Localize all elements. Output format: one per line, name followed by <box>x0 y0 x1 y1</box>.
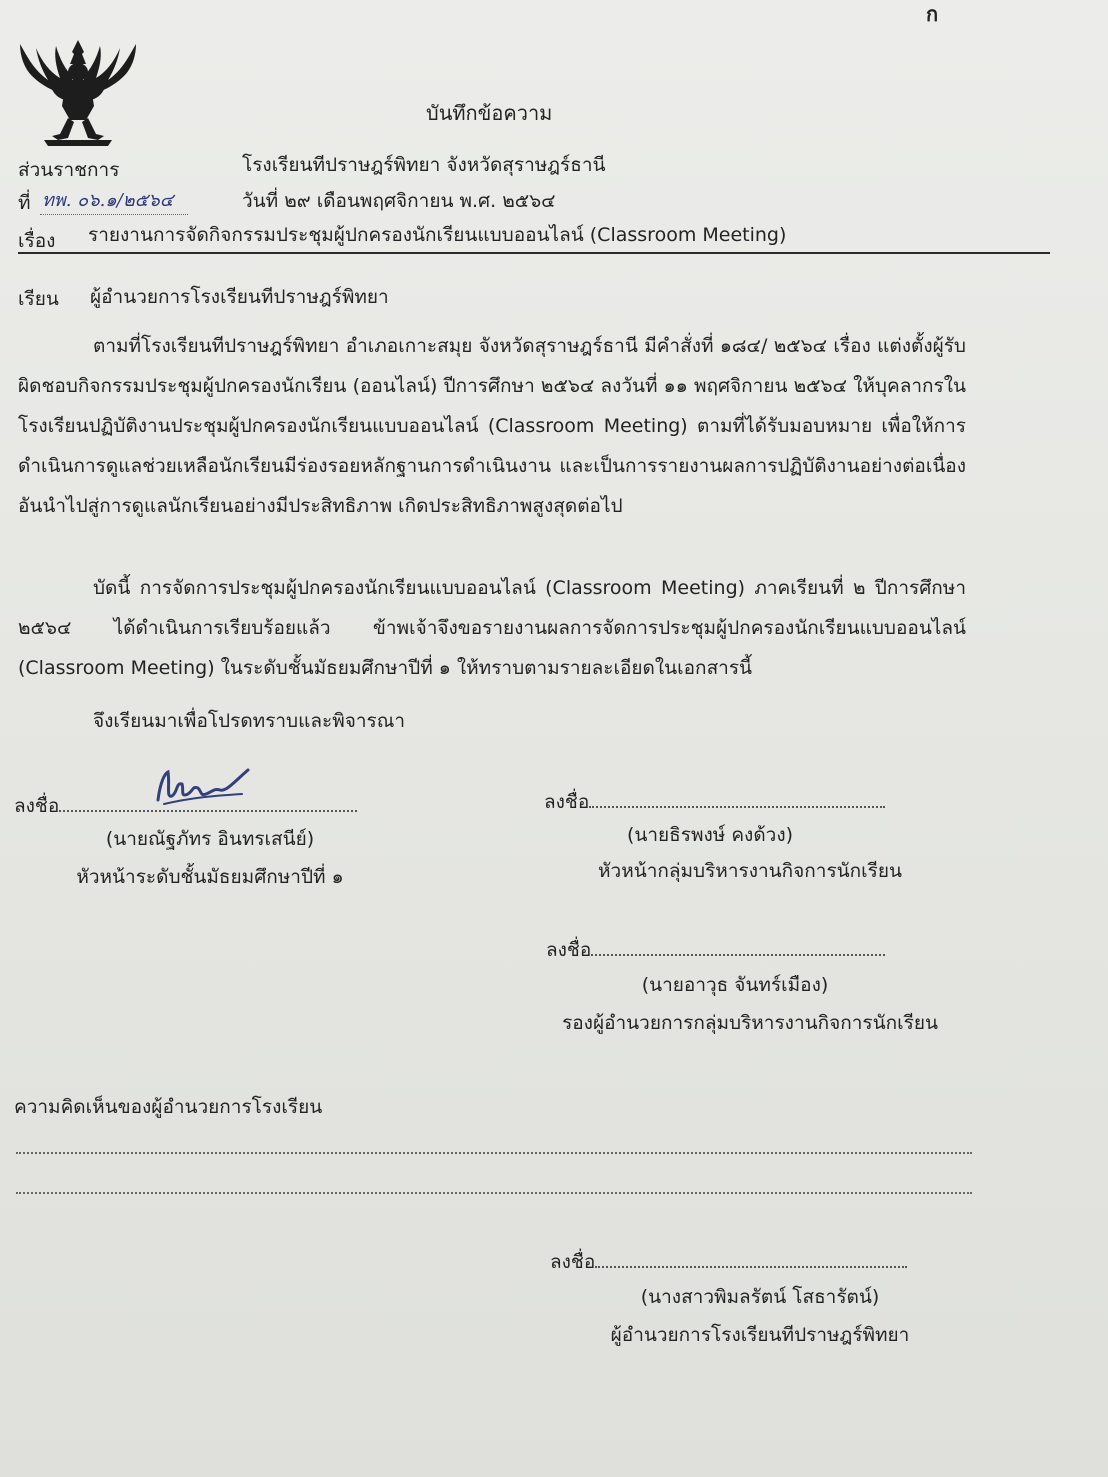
director-position: ผู้อำนวยการโรงเรียนทีปราษฎร์พิทยา <box>610 1324 910 1346</box>
body-paragraph-2: บัดนี้ การจัดการประชุมผู้ปกครองนักเรียนแบบออนไลน์ (Classroom Meeting) ภาคเรียนที่ ๒ ปีการศึกษา ๒๕๖๔ ได้ดำเนินการเรียบร้อยแล้ว ข้าพเจ้าจึงขอรายงานผลการจัดการประชุมผู้ปกครองนักเรียนแบบออนไลน์ (Classroom Meeting) ในระดับชั้นมัธยมศึกษาปีที่ ๑ ให้ทราบตามรายละเอียดในเอกสารนี้ <box>18 577 966 679</box>
sign-label: ลงชื่อ <box>14 795 60 817</box>
comment-line-2 <box>16 1192 972 1194</box>
body-paragraph-1: ตามที่โรงเรียนทีปราษฎร์พิทยา อำเภอเกาะสมุย จังหวัดสุราษฎร์ธานี มีคำสั่งที่ ๑๘๔/ ๒๕๖๔ เรื่อง แต่งตั้งผู้รับผิดชอบกิจกรรมประชุมผู้ปกครองนักเรียน (ออนไลน์) ปีการศึกษา ๒๕๖๔ ลงวันที่ ๑๑ พฤศจิกายน ๒๕๖๔ ให้บุคลากรในโรงเรียนปฏิบัติงานประชุมผู้ปกครองนักเรียนแบบออนไลน์ (Classroom Meeting) ตามที่ได้รับมอบหมาย เพื่อให้การดำเนินการดูแลช่วยเหลือนักเรียนมีร่องรอยหลักฐานการดำเนินงาน และเป็นการรายงานผลการปฏิบัติงานอย่างต่อเนื่องอันนำไปสู่การดูแลนักเรียนอย่างมีประสิทธิภาพ เกิดประสิทธิภาพสูงสุดต่อไป <box>18 335 966 517</box>
right2-signer-position: รองผู้อำนวยการกลุ่มบริหารงานกิจการนักเรียน <box>562 1012 938 1034</box>
ref-label: ที่ <box>18 192 31 214</box>
right1-signer-position: หัวหน้ากลุ่มบริหารงานกิจการนักเรียน <box>598 860 902 882</box>
agency-value: โรงเรียนทีปราษฎร์พิทยา จังหวัดสุราษฎร์ธานี <box>242 154 606 176</box>
sign-label: ลงชื่อ <box>550 1251 596 1273</box>
sign-label: ลงชื่อ <box>544 791 590 813</box>
sign-label-right2 <box>546 936 885 963</box>
page-mark: ก <box>926 2 939 26</box>
ref-value: ทพ. ๐๖.๑/๒๕๖๔ <box>42 190 174 211</box>
signature-dotted-line <box>591 936 885 956</box>
closing-text: จึงเรียนมาเพื่อโปรดทราบและพิจารณา <box>93 710 406 732</box>
subject-label: เรื่อง <box>18 230 56 252</box>
sign-label: ลงชื่อ <box>546 939 592 961</box>
header-divider <box>18 252 1050 254</box>
to-label: เรียน <box>18 288 59 310</box>
signature-dotted-line <box>589 788 885 808</box>
ref-dotted-line <box>40 214 188 215</box>
comment-label: ความคิดเห็นของผู้อำนวยการโรงเรียน <box>14 1096 323 1118</box>
right2-signer-name: (นายอาวุธ จันทร์เมือง) <box>641 974 829 996</box>
to-value: ผู้อำนวยการโรงเรียนทีปราษฎร์พิทยา <box>90 286 389 308</box>
signature-scribble-icon <box>150 764 254 812</box>
document-title: บันทึกข้อความ <box>426 101 553 125</box>
left-signer-position: หัวหน้าระดับชั้นมัธยมศึกษาปีที่ ๑ <box>76 866 344 888</box>
date-value: วันที่ ๒๙ เดือนพฤศจิกายน พ.ศ. ๒๕๖๔ <box>242 190 556 212</box>
signature-dotted-line <box>595 1248 907 1268</box>
sign-label-right1 <box>544 788 885 815</box>
director-name: (นางสาวพิมลรัตน์ โสธารัตน์) <box>640 1286 880 1308</box>
garuda-emblem-icon <box>14 36 142 148</box>
sign-label-director <box>550 1248 907 1275</box>
comment-line-1 <box>16 1152 972 1154</box>
subject-value: รายงานการจัดกิจกรรมประชุมผู้ปกครองนักเรียนแบบออนไลน์ (Classroom Meeting) <box>88 224 787 246</box>
left-signer-name: (นายณัฐภัทร อินทรเสนีย์) <box>105 828 315 850</box>
right1-signer-name: (นายธิรพงษ์ คงด้วง) <box>626 824 794 846</box>
agency-label: ส่วนราชการ <box>18 159 120 181</box>
